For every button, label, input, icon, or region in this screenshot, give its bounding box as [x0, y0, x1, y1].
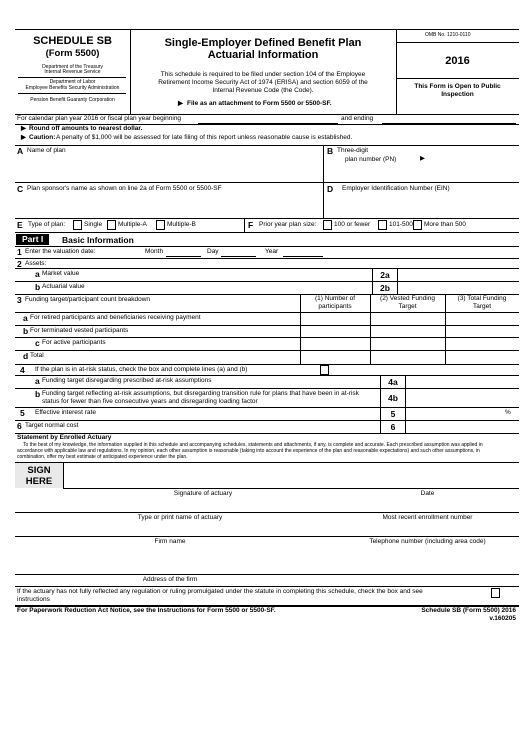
line-4a-letter: a [35, 376, 40, 386]
size-100-label: 100 or fewer [334, 221, 371, 228]
line-4b-label2: status for fewer than five consecutive years and disregarding loading factor [42, 398, 258, 405]
ab-divider [323, 145, 324, 182]
field-a-label: Name of plan [27, 147, 66, 154]
omb-sep [396, 42, 519, 43]
regulation-note-2: instructions [17, 596, 50, 603]
omb-number: OMB No. 1210-0110 [425, 32, 471, 38]
percent-sign: % [505, 409, 511, 416]
name-line [15, 512, 519, 513]
dept-sep-1 [18, 77, 126, 78]
size-500-plus-checkbox[interactable] [413, 220, 422, 230]
line-6-number: 6 [17, 421, 22, 431]
signature-line [63, 488, 519, 489]
line-2b-label: Actuarial value [42, 283, 85, 290]
year-label: Year [265, 248, 279, 255]
line-1-label: Enter the valuation date: [25, 248, 96, 255]
field-b-label2: plan number (PN) [345, 156, 397, 163]
version-id: v.160205 [489, 615, 516, 622]
actuary-signature-field[interactable] [64, 463, 518, 487]
dept-ebsa: Employee Benefits Security Administration [25, 85, 120, 91]
col2-header-b: Target [398, 303, 417, 310]
actuary-heading: Statement by Enrolled Actuary [17, 434, 112, 441]
line-4b-letter: b [35, 389, 41, 399]
multiple-a-label: Multiple-A [118, 221, 147, 228]
at-risk-checkbox[interactable] [320, 365, 329, 375]
attach-note: File as an attachment to Form 5500 or 5500-SF. [187, 100, 332, 107]
day-label: Day [207, 248, 219, 255]
single-checkbox[interactable] [73, 220, 82, 230]
pra-notice: For Paperwork Reduction Act Notice, see the Instructions for Form 5500 or 5500-SF. [17, 607, 276, 614]
dept-treasury: Department of the Treasury [42, 64, 103, 70]
line-6-box: 6 [380, 420, 406, 434]
line-3d-label: Total [30, 352, 44, 359]
size-100-checkbox[interactable] [323, 220, 332, 230]
line-2b-bottom [15, 294, 519, 295]
line-3-header-bottom [15, 312, 519, 313]
enrollment-label: Most recent enrollment number [382, 514, 473, 521]
market-value-field[interactable] [398, 268, 518, 281]
single-label: Single [84, 221, 103, 228]
line-4b-field[interactable] [406, 388, 518, 406]
field-b-letter: B [327, 146, 334, 156]
line-3b-letter: b [23, 326, 29, 336]
line-5-number: 5 [20, 408, 25, 418]
line-4-label: If the plan is in at-risk status, check the box and complete lines (a) and (b) [35, 366, 248, 373]
sponsor-name-field[interactable] [15, 182, 323, 218]
line-2b-box: 2b [372, 281, 398, 295]
firm-label: Firm name [154, 538, 186, 545]
schedule-id: Schedule SB (Form 5500) 2016 [421, 607, 516, 614]
actuary-stmt-1: To the best of my knowledge, the information supplied in this schedule and accompanying schedules, statements and attachments, if any, is complete and accurate. Each prescribed assumption was applied in [23, 442, 483, 448]
line-4a-label: Funding target disregarding prescribed at-risk assumptions [42, 377, 212, 384]
line-3a-letter: a [23, 313, 28, 323]
signature-label: Signature of actuary [173, 490, 233, 497]
arrow-icon: ▶ [178, 100, 183, 107]
line-3d-bottom [15, 364, 519, 365]
calendar-year-text: For calendar plan year 2016 or fiscal plan year beginning [17, 115, 182, 122]
ending-text: and ending [341, 115, 374, 122]
field-f-letter: F [248, 220, 254, 230]
sign-label-2: HERE [25, 476, 53, 487]
date-label: Date [420, 490, 435, 497]
field-a-letter: A [17, 146, 24, 156]
actuary-stmt-2: accordance with applicable law and regulations. In my opinion, each other assumption is reasonable (taking into account the experience of the plan and reasonable expectations) and such other assumptions, in [17, 448, 480, 454]
line-2-label: Assets: [25, 260, 47, 267]
firm-address-field[interactable] [15, 550, 519, 574]
firm-line [15, 536, 519, 537]
day-field[interactable] [221, 256, 256, 257]
size-101-500-label: 101-500 [389, 221, 413, 228]
caution-text: A penalty of $1,000 will be assessed for late filing of this report unless reasonable cause is established. [56, 134, 353, 141]
public-inspection-2: Inspection [441, 91, 474, 98]
name-label: Type or print name of actuary [137, 514, 223, 521]
line-3d-letter: d [23, 351, 29, 361]
dept-labor: Department of Labor [49, 79, 96, 85]
form-number: (Form 5500) [45, 48, 100, 59]
line-3c-letter: c [35, 338, 40, 348]
col2-header: (2) Vested Funding [380, 295, 435, 302]
line-4-number: 4 [20, 365, 25, 375]
plan-number-field[interactable] [432, 148, 518, 168]
phone-label: Telephone number (including area code) [369, 538, 486, 545]
normal-cost-field[interactable] [406, 420, 518, 433]
col1-header: (1) Number of [314, 295, 356, 302]
part-1-tag: Part I [16, 234, 49, 245]
sign-label-1: SIGN [27, 465, 51, 476]
multiple-b-label: Multiple-B [167, 221, 196, 228]
field-c-label: Plan sponsor's name as shown on line 2a of Form 5500 or 5500-SF [27, 185, 222, 192]
year-field[interactable] [283, 256, 323, 257]
line-6-label: Target normal cost [25, 422, 79, 429]
line-4a-field[interactable] [406, 375, 518, 388]
address-line [15, 574, 519, 575]
line-3c-bottom [15, 350, 519, 351]
line-3-label: Funding target/participant count breakdown [25, 296, 151, 303]
main-title-line2: Actuarial Information [207, 49, 319, 61]
regulation-note-1: If the actuary has not fully reflected any regulation or ruling promulgated under the statute in completing this schedule, check the box and see [17, 588, 423, 595]
desc-line1: This schedule is required to be filed under section 104 of the Employee [160, 71, 366, 78]
dept-irs: Internal Revenue Service [44, 69, 101, 75]
size-101-500-checkbox[interactable] [378, 220, 387, 230]
line-4a-box: 4a [380, 375, 406, 389]
round-note: Round off amounts to nearest dollar. [29, 125, 143, 132]
line-3b-bottom [15, 337, 519, 338]
interest-rate-field[interactable] [406, 407, 502, 420]
col1-header-b: participants [318, 303, 352, 310]
firm-name-field[interactable] [15, 524, 519, 536]
multiple-a-checkbox[interactable] [107, 220, 116, 230]
line-1-bottom [15, 258, 519, 259]
size-500-plus-label: More than 500 [424, 221, 466, 228]
line-4b-box: 4b [380, 388, 406, 408]
ef-divider [244, 218, 245, 232]
round-arrow-icon: ▶ [21, 125, 26, 132]
desc-line3: Internal Revenue Code (the Code). [212, 87, 314, 94]
line-3a-bottom [15, 325, 519, 326]
top-border [15, 29, 519, 30]
form-title: SCHEDULE SB [33, 35, 112, 47]
regulation-checkbox[interactable] [491, 588, 500, 598]
line-4b-label1: Funding target reflecting at-risk assumptions, but disregarding transition rule for plans that have been in at-risk [42, 390, 359, 397]
line-5-box: 5 [380, 407, 406, 421]
cd-bottom [15, 218, 519, 219]
line-2a-letter: a [35, 269, 40, 279]
line-3c-label: For active participants [42, 339, 106, 346]
line-3-number: 3 [17, 295, 22, 305]
dept-sep-2 [18, 93, 126, 94]
desc-line2: Retirement Income Security Act of 1974 (ERISA) and section 6059 of the [158, 79, 368, 86]
col3-header: (3) Total Funding [457, 295, 507, 302]
dept-pbgc: Pension Benefit Guaranty Corporation [30, 97, 115, 103]
field-b-label1: Three-digit [337, 147, 369, 154]
main-title-line1: Single-Employer Defined Benefit Plan [164, 37, 362, 49]
field-d-letter: D [327, 184, 334, 194]
year-sep [396, 78, 519, 79]
ef-bottom [15, 232, 519, 233]
address-bottom [15, 586, 519, 587]
month-label: Month [145, 248, 164, 255]
part-1-title: Basic Information [62, 235, 134, 245]
month-field[interactable] [166, 256, 201, 257]
plan-name-field[interactable] [15, 145, 323, 182]
field-f-label: Prior year plan size: [259, 221, 317, 228]
multiple-b-checkbox[interactable] [156, 220, 165, 230]
pn-arrow-icon: ▶ [420, 155, 425, 162]
line-3a-label: For retired participants and beneficiaries receiving payment [30, 314, 201, 321]
line-2a-label: Market value [42, 270, 80, 277]
address-label: Address of the firm [142, 576, 198, 583]
caution-arrow-icon: ▶ [21, 134, 26, 141]
line-1-number: 1 [17, 247, 22, 257]
line-2-number: 2 [17, 259, 22, 269]
caution-label: Caution: [29, 134, 56, 141]
public-inspection-1: This Form is Open to Public [414, 83, 501, 90]
field-e-letter: E [17, 220, 23, 230]
col3-header-b: Target [472, 303, 492, 310]
actuarial-value-field[interactable] [398, 281, 518, 294]
line-3b-label: For terminated vested participants [30, 327, 129, 334]
field-e-label: Type of plan: [28, 221, 66, 228]
field-d-label: Employer Identification Number (EIN) [342, 185, 450, 192]
line-2a-box: 2a [372, 268, 398, 282]
actuary-stmt-3: combination, offer my best estimate of anticipated experience under the plan. [17, 454, 188, 460]
part1-header-bottom [15, 246, 519, 247]
field-c-letter: C [17, 184, 24, 194]
tax-year: 2016 [445, 55, 470, 67]
line-2b-letter: b [35, 282, 41, 292]
line-5-label: Effective interest rate [35, 409, 96, 416]
ein-field[interactable] [324, 195, 518, 217]
actuary-name-field[interactable] [15, 500, 519, 512]
